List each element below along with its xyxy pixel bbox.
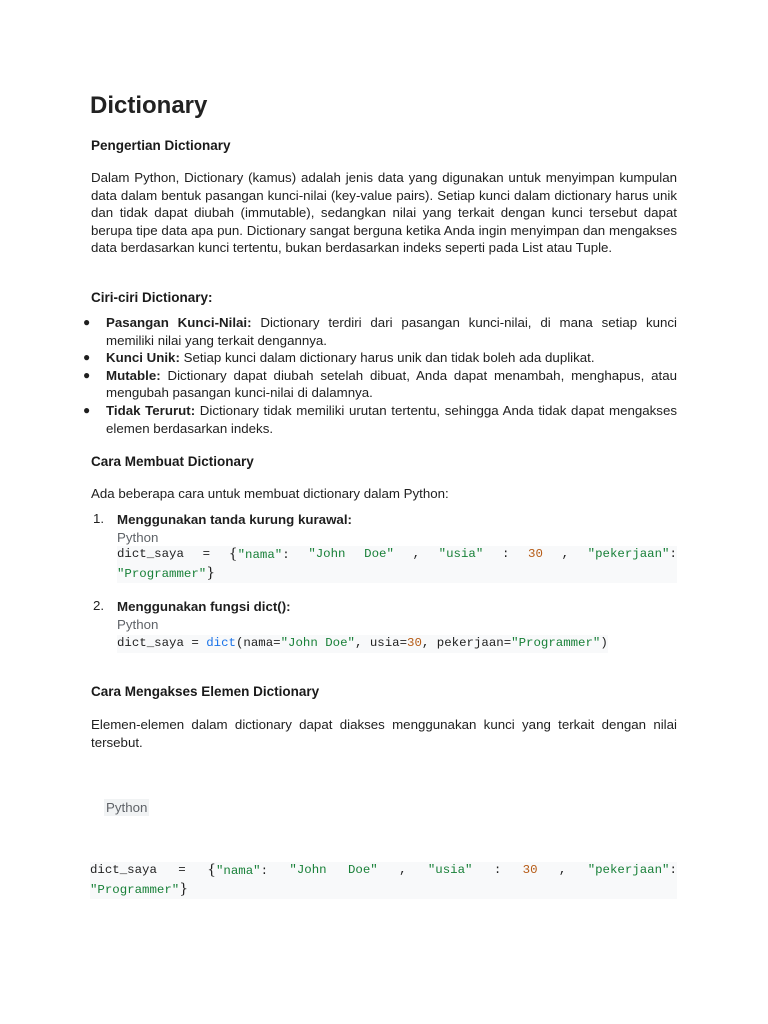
paragraph-mengakses: Elemen-elemen dalam dictionary dapat diakses menggunakan kunci yang terkait dengan nilai tersebut.: [91, 717, 677, 750]
bullet-icon: ●: [83, 350, 91, 365]
heading-mengakses: Cara Mengakses Elemen Dictionary: [91, 684, 320, 699]
list-item: [83, 314, 677, 349]
list-item-term: Kunci Unik:: [106, 350, 180, 366]
paragraph-membuat-intro: Ada beberapa cara untuk membuat dictionary dalam Python:: [91, 486, 449, 501]
bullet-icon: ●: [83, 367, 91, 382]
list-item: [83, 367, 677, 402]
heading-ciri: Ciri-ciri Dictionary:: [91, 290, 213, 305]
code-language-label: Python: [106, 800, 148, 815]
method-heading: Menggunakan tanda kurung kurawal:: [117, 512, 352, 527]
bullet-icon: ●: [83, 402, 91, 417]
list-item-text: Dictionary tidak memiliki urutan tertentu, sehingga Anda tidak dapat mengakses elemen berdasarkan indeks.: [106, 402, 677, 436]
heading-pengertian: Pengertian Dictionary: [91, 138, 231, 153]
code-block: dict_saya = dict(nama="John Doe", usia=30, pekerjaan="Programmer"): [117, 635, 608, 653]
bullet-icon: ●: [83, 315, 91, 329]
code-language-label: Python: [117, 529, 159, 545]
list-item-term: Tidak Terurut:: [106, 402, 196, 418]
ciri-list: [83, 314, 677, 437]
list-item: [83, 349, 677, 367]
code-block: dict_saya = {"nama": "John Doe" , "usia" : 30 , "pekerjaan": "Programmer"}: [117, 546, 677, 583]
method-1: [91, 511, 677, 581]
list-item: [83, 402, 677, 437]
heading-membuat: Cara Membuat Dictionary: [91, 454, 254, 469]
list-item-term: Mutable:: [106, 367, 161, 383]
list-item-text: Dictionary terdiri dari pasangan kunci-nilai, di mana setiap kunci memiliki nilai yang terkait dengannya.: [106, 315, 677, 348]
page-title: Dictionary: [90, 92, 208, 119]
code-block: dict_saya = {"nama": "John Doe" , "usia" : 30 , "pekerjaan": "Programmer"}: [90, 862, 677, 899]
list-item-term: Pasangan Kunci-Nilai:: [106, 315, 252, 330]
list-item-text: Dictionary dapat diubah setelah dibuat, Anda dapat menambah, menghapus, atau mengubah pasangan kunci-nilai di dalamnya.: [106, 367, 677, 401]
list-item-text: Setiap kunci dalam dictionary harus unik dan tidak boleh ada duplikat.: [179, 350, 595, 366]
code-language-label: Python: [117, 616, 159, 632]
paragraph-pengertian: Dalam Python, Dictionary (kamus) adalah jenis data yang digunakan untuk menyimpan kumpulan data dalam bentuk pasangan kunci-nilai (key-value pairs). Setiap kunci dalam dictionary harus unik dan tidak dapat diubah (immutable), sedangkan nilai yang terkait dengan kunci tersebut dapat berupa tipe data apa pun. Dictionary sangat berguna ketika Anda ingin menyimpan dan mengakses data berdasarkan kunci tertentu, bukan berdasarkan indeks seperti pada List atau Tuple.: [91, 170, 677, 256]
method-heading: Menggunakan fungsi dict():: [117, 599, 291, 614]
method-number: 2.: [93, 598, 105, 613]
method-2: [91, 598, 677, 653]
method-number: 1.: [93, 511, 105, 526]
